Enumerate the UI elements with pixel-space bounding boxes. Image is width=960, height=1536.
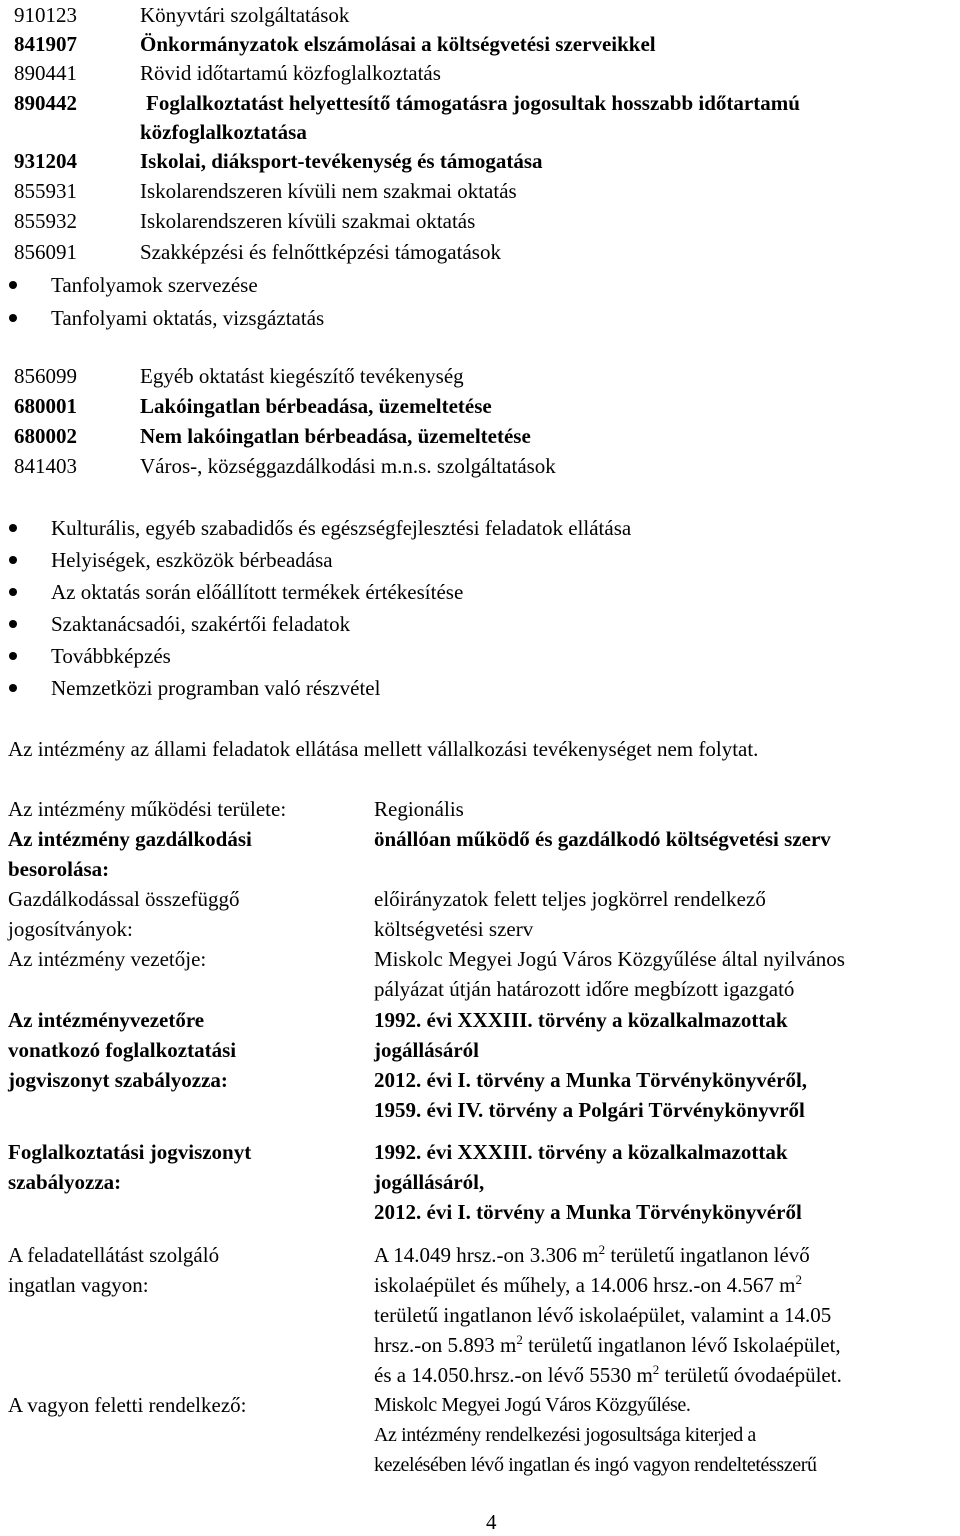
bullet-item (0, 269, 960, 301)
info-val-text: önállóan működő és gazdálkodó költségvetési szerv (374, 827, 831, 851)
bullet-text: Továbbképzés (51, 644, 171, 668)
bullet-text: Nemzetközi programban való részvétel (51, 676, 381, 700)
info-key-text: Az intézményvezetőre (8, 1008, 205, 1032)
bullet-text: Helyiségek, eszközök bérbeadása (51, 548, 333, 572)
activity-row (0, 88, 960, 118)
info-key-text: Foglalkoztatási jogviszonyt (8, 1140, 252, 1164)
activity-label: Önkormányzatok elszámolásai a költségvetési szerveikkel (140, 32, 656, 56)
activity-row-continuation (0, 117, 960, 147)
info-val-text: 2012. évi I. törvény a Munka Törvénykönyvéről, (374, 1068, 808, 1092)
info-key-text: Az intézmény vezetője: (8, 947, 207, 971)
activity-label: Foglalkoztatást helyettesítő támogatásra jogosultak hosszabb időtartamú (146, 91, 800, 115)
info-val-area (374, 794, 954, 824)
activity-code: 890441 (14, 61, 77, 85)
info-key-text: szabályozza: (8, 1170, 122, 1194)
info-val-text: Az intézmény rendelkezési jogosultsága kiterjed a (374, 1424, 756, 1446)
bullet-item (0, 576, 960, 608)
activity-row (0, 176, 960, 206)
bullet-item (0, 672, 960, 704)
statement-paragraph: Az intézmény az állami feladatok ellátása mellett vállalkozási tevékenységet nem folytat. (8, 737, 759, 761)
activity-row (0, 206, 960, 236)
info-val-owner (374, 1390, 954, 1480)
info-key-owner (8, 1390, 358, 1420)
info-val-rights (374, 884, 954, 944)
info-key-text: Gazdálkodással összefüggő (8, 887, 240, 911)
activity-row (0, 29, 960, 59)
activity-label: Szakképzési és felnőttképzési támogatások (140, 240, 501, 264)
info-val-text: pályázat útján határozott időre megbízott igazgató (374, 977, 795, 1001)
bullet-icon (9, 652, 17, 660)
info-key-text: besorolása: (8, 857, 110, 881)
info-val-text: 1992. évi XXXIII. törvény a közalkalmazottak (374, 1008, 788, 1032)
info-key-text: A vagyon feletti rendelkező: (8, 1393, 247, 1417)
activity-code: 841907 (14, 32, 77, 56)
info-key-property (8, 1240, 358, 1300)
activity-row (0, 58, 960, 88)
activity-code: 856091 (14, 240, 77, 264)
info-key-text: ingatlan vagyon: (8, 1273, 149, 1297)
bullet-text: Tanfolyami oktatás, vizsgáztatás (51, 306, 325, 330)
info-key-rights (8, 884, 358, 944)
info-val-text: iskolaépület és műhely, a 14.006 hrsz.-on 4.567 $m^2$ (374, 1272, 802, 1297)
bullet-item (0, 544, 960, 576)
info-key-head (8, 944, 358, 974)
info-key-text: Az intézmény gazdálkodási (8, 827, 252, 851)
activity-row (0, 391, 960, 421)
activity-row (0, 0, 960, 30)
activity-label: Rövid időtartamú közfoglalkoztatás (140, 61, 441, 85)
info-val-text: és a 14.050.hrsz.-on lévő 5530 $m^2$ területű óvodaépület. (374, 1362, 842, 1387)
activity-code: 841403 (14, 454, 77, 478)
bullet-text: Szaktanácsadói, szakértői feladatok (51, 612, 351, 636)
info-val-text: területű ingatlanon lévő iskolaépület, valamint a 14.05 (374, 1303, 832, 1327)
activity-label: Iskolarendszeren kívüli szakmai oktatás (140, 209, 476, 233)
activity-label: Iskolai, diáksport-tevékenység és támogatása (140, 149, 543, 173)
activity-code: 856099 (14, 364, 77, 388)
activity-code: 931204 (14, 149, 77, 173)
activity-code: 855932 (14, 209, 77, 233)
info-val-property (374, 1240, 954, 1390)
info-key-text: jogosítványok: (8, 917, 133, 941)
info-val-text: jogállásáról (374, 1038, 479, 1062)
info-val-text: Miskolc Megyei Jogú Város Közgyűlése által nyilvános (374, 947, 845, 971)
info-val-text: költségvetési szerv (374, 917, 534, 941)
info-key-head-law (8, 1005, 358, 1095)
activity-label: Egyéb oktatást kiegészítő tevékenység (140, 364, 464, 388)
info-key-management (8, 824, 358, 884)
info-key-area (8, 794, 358, 824)
activity-label: Város-, községgazdálkodási m.n.s. szolgáltatások (140, 454, 556, 478)
activity-label: Nem lakóingatlan bérbeadása, üzemeltetése (140, 424, 531, 448)
info-val-head-law (374, 1005, 954, 1125)
bullet-text: Kulturális, egyéb szabadidős és egészségfejlesztési feladatok ellátása (51, 516, 632, 540)
info-val-text: kezelésében lévő ingatlan és ingó vagyon rendeltetésszerű (374, 1454, 817, 1476)
info-val-employment-law (374, 1137, 954, 1227)
activity-code: 680002 (14, 424, 77, 448)
activity-label: Lakóingatlan bérbeadása, üzemeltetése (140, 394, 492, 418)
activity-code: 855931 (14, 179, 77, 203)
info-key-text: A feladatellátást szolgáló (8, 1243, 220, 1267)
activity-row (0, 421, 960, 451)
bullet-item (0, 512, 960, 544)
activity-row (0, 146, 960, 176)
activity-row (0, 451, 960, 481)
bullet-text: Az oktatás során előállított termékek értékesítése (51, 580, 464, 604)
info-key-text: Az intézmény működési területe: (8, 797, 287, 821)
bullet-icon (9, 620, 17, 628)
activity-code: 890442 (14, 91, 77, 115)
info-key-text: vonatkozó foglalkoztatási (8, 1038, 237, 1062)
bullet-icon (9, 314, 17, 322)
info-val-text: 1959. évi IV. törvény a Polgári Törvénykönyvről (374, 1098, 805, 1122)
info-val-text: 2012. évi I. törvény a Munka Törvénykönyvéről (374, 1200, 802, 1224)
activity-code: 680001 (14, 394, 77, 418)
activity-label: Könyvtári szolgáltatások (140, 3, 350, 27)
bullet-text: Tanfolyamok szervezése (51, 273, 258, 297)
info-val-head (374, 944, 954, 1004)
info-val-text: Miskolc Megyei Jogú Város Közgyűlése. (374, 1394, 691, 1416)
info-val-text: A 14.049 hrsz.-on 3.306 $m^2$ területű ingatlanon lévő (374, 1242, 810, 1267)
info-val-text: jogállásáról, (374, 1170, 485, 1194)
activity-row (0, 237, 960, 267)
bullet-icon (9, 281, 17, 289)
activity-label: Iskolarendszeren kívüli nem szakmai oktatás (140, 179, 517, 203)
bullet-icon (9, 556, 17, 564)
info-val-text: Regionális (374, 797, 464, 821)
bullet-icon (9, 684, 17, 692)
activity-row (0, 361, 960, 391)
page-number: 4 (486, 1510, 497, 1534)
info-key-text: jogviszonyt szabályozza: (8, 1068, 228, 1092)
bullet-item (0, 640, 960, 672)
info-val-text: hrsz.-on 5.893 $m^2$ területű ingatlanon lévő Iskolaépület, (374, 1332, 841, 1357)
info-val-text: előirányzatok felett teljes jogkörrel rendelkező (374, 887, 766, 911)
activity-code: 910123 (14, 3, 77, 27)
info-val-text: 1992. évi XXXIII. törvény a közalkalmazottak (374, 1140, 788, 1164)
info-val-management (374, 824, 954, 854)
bullet-item (0, 302, 960, 334)
bullet-icon (9, 588, 17, 596)
activity-label-continuation: közfoglalkoztatása (140, 120, 307, 144)
bullet-item (0, 608, 960, 640)
info-key-employment-law (8, 1137, 358, 1197)
bullet-icon (9, 524, 17, 532)
